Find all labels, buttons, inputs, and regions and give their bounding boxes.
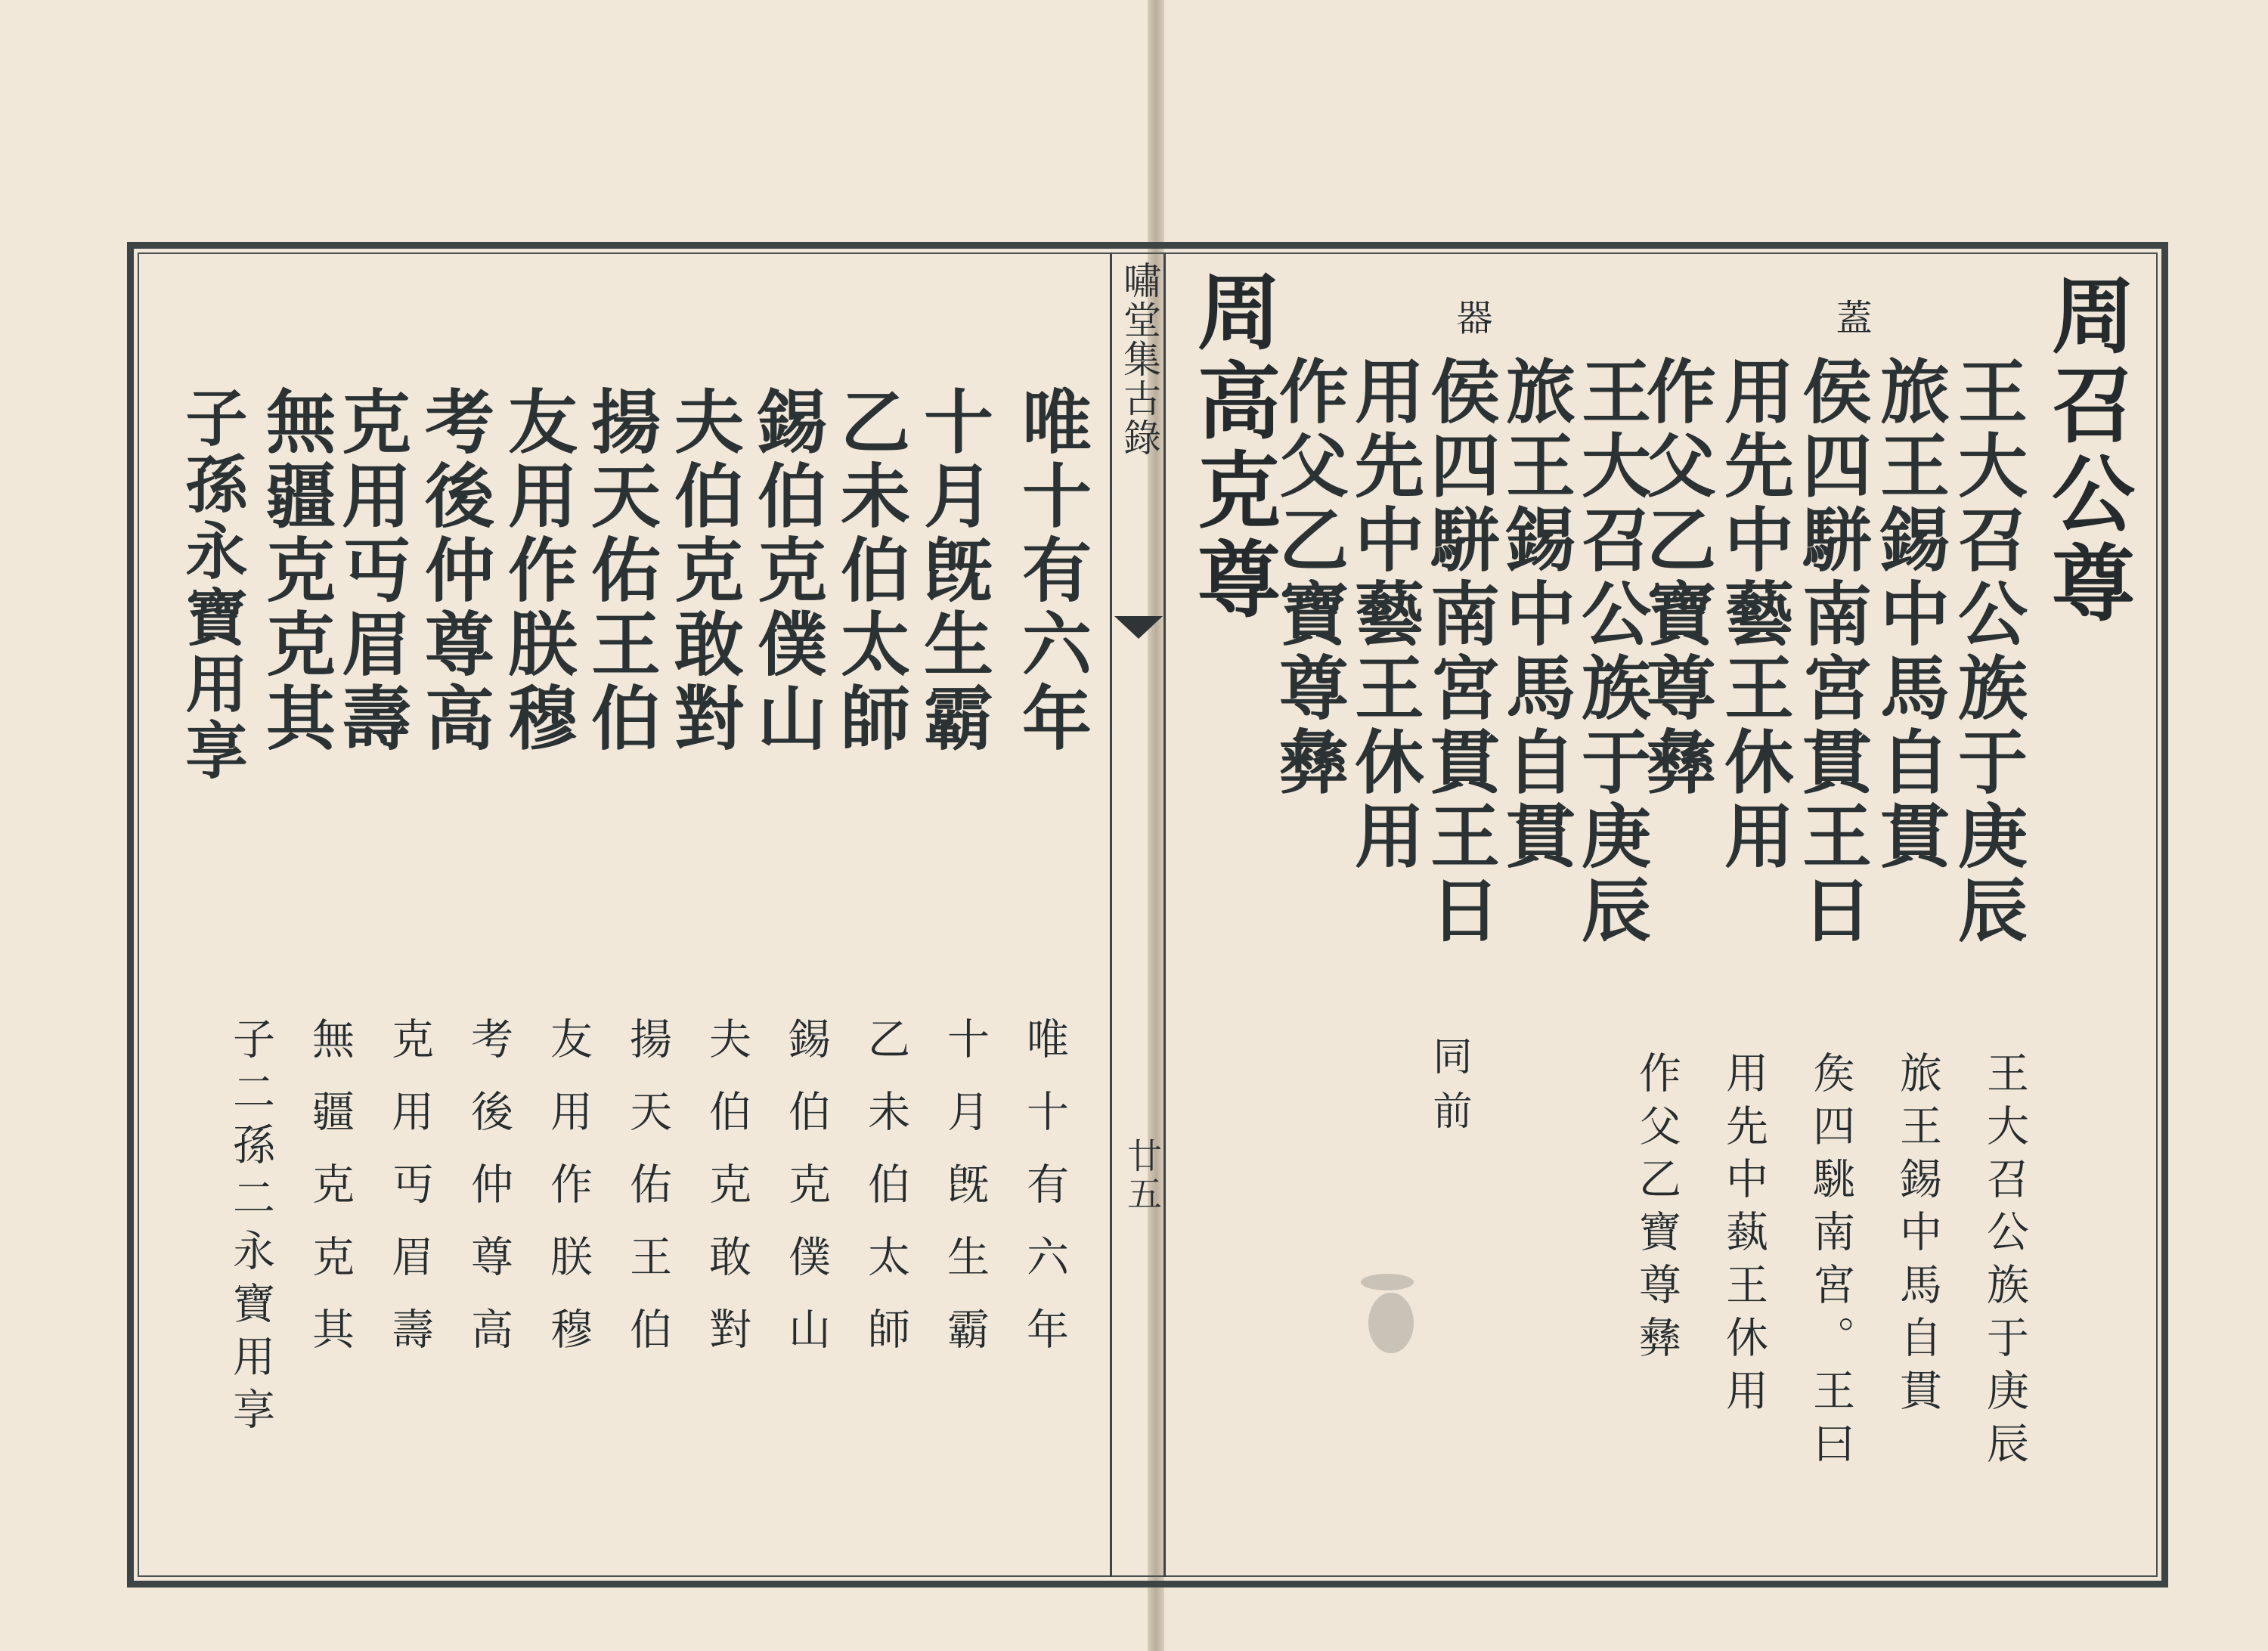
transcription-left-col-1: 唯十有六年 — [1020, 1017, 1069, 1380]
seal-vessel-col-5: 作父乙寶尊彝 — [1268, 355, 1349, 800]
seal-vessel-col-4: 用先中藝王休用 — [1343, 355, 1424, 874]
seal-vessel-col-1: 王大召公族于庚辰 — [1570, 355, 1651, 948]
folio-number: 廿五 — [1122, 1138, 1163, 1213]
seal-lid-col-2: 旅王錫中馬自貫 — [1869, 355, 1950, 874]
transcription-right-col-4: 用先中蓺王休用 — [1719, 1051, 1768, 1421]
vessel-title-zhou-zhaogong: 周召公尊 — [2038, 272, 2136, 629]
transcription-right-col-5: 作父乙寶尊彝 — [1632, 1051, 1681, 1368]
transcription-left-col-10: 無疆克克其 — [305, 1017, 355, 1380]
transcription-right-col-1: 王大召公族于庚辰 — [1980, 1051, 2029, 1474]
transcription-left-col-3: 乙未伯太師 — [861, 1017, 910, 1380]
seal-left-col-6: 揚天佑王伯 — [580, 386, 661, 756]
seal-left-col-9: 克用丏眉壽 — [330, 386, 411, 756]
seal-left-col-11: 子孫永寶用享 — [175, 386, 247, 785]
seal-lid-col-3: 侯四駢南宮貫王日 — [1791, 355, 1872, 948]
transcription-left-col-6: 揚天佑王伯 — [623, 1017, 672, 1380]
seal-left-col-1: 唯十有六年 — [1011, 386, 1092, 756]
seal-left-col-2: 十月旣生霸 — [912, 386, 993, 756]
seal-lid-col-5: 作父乙寶尊彝 — [1635, 355, 1716, 800]
seal-left-col-3: 乙未伯太師 — [829, 386, 910, 756]
transcription-left-col-7: 友用作朕穆 — [544, 1017, 593, 1380]
seal-left-col-10: 無疆克克其 — [255, 386, 336, 756]
transcription-left-col-4: 錫伯克僕山 — [782, 1017, 831, 1380]
transcription-left-col-8: 考後仲尊高 — [464, 1017, 513, 1380]
transcription-right-col-3: 矦四駣南宮。王曰 — [1806, 1051, 1855, 1474]
vessel-label: 器 — [1450, 299, 1492, 335]
seal-lid-col-1: 王大召公族于庚辰 — [1947, 355, 2028, 948]
transcription-left-col-9: 克用丏眉壽 — [385, 1017, 434, 1380]
seal-vessel-col-3: 侯四駢南宮貫王日 — [1419, 355, 1500, 948]
transcription-left-col-5: 夫伯克敢對 — [702, 1017, 751, 1380]
same-as-above-note: 同前 — [1426, 1036, 1471, 1145]
seal-left-col-7: 友用作朕穆 — [497, 386, 578, 756]
transcription-right-col-2: 旅王錫中馬自貫 — [1893, 1051, 1942, 1421]
seal-lid-col-4: 用先中藝王休用 — [1713, 355, 1794, 874]
fishtail-mark — [1114, 616, 1163, 639]
lid-label: 蓋 — [1830, 299, 1872, 335]
seal-vessel-col-2: 旅王錫中馬自貫 — [1495, 355, 1576, 874]
seal-left-col-8: 考後仲尊高 — [414, 386, 494, 756]
seal-left-col-5: 夫伯克敢對 — [663, 386, 744, 756]
ink-smudge — [1368, 1293, 1414, 1353]
transcription-left-col-11: 子二孫二永寶用享 — [226, 1017, 275, 1440]
vessel-title-zhou-gaoke: 周高克尊 — [1184, 268, 1281, 625]
book-title: 嘯堂集古錄 — [1117, 261, 1161, 457]
seal-left-col-4: 錫伯克僕山 — [746, 386, 827, 756]
ink-smudge — [1361, 1274, 1414, 1290]
transcription-left-col-2: 十月旣生霸 — [940, 1017, 990, 1380]
